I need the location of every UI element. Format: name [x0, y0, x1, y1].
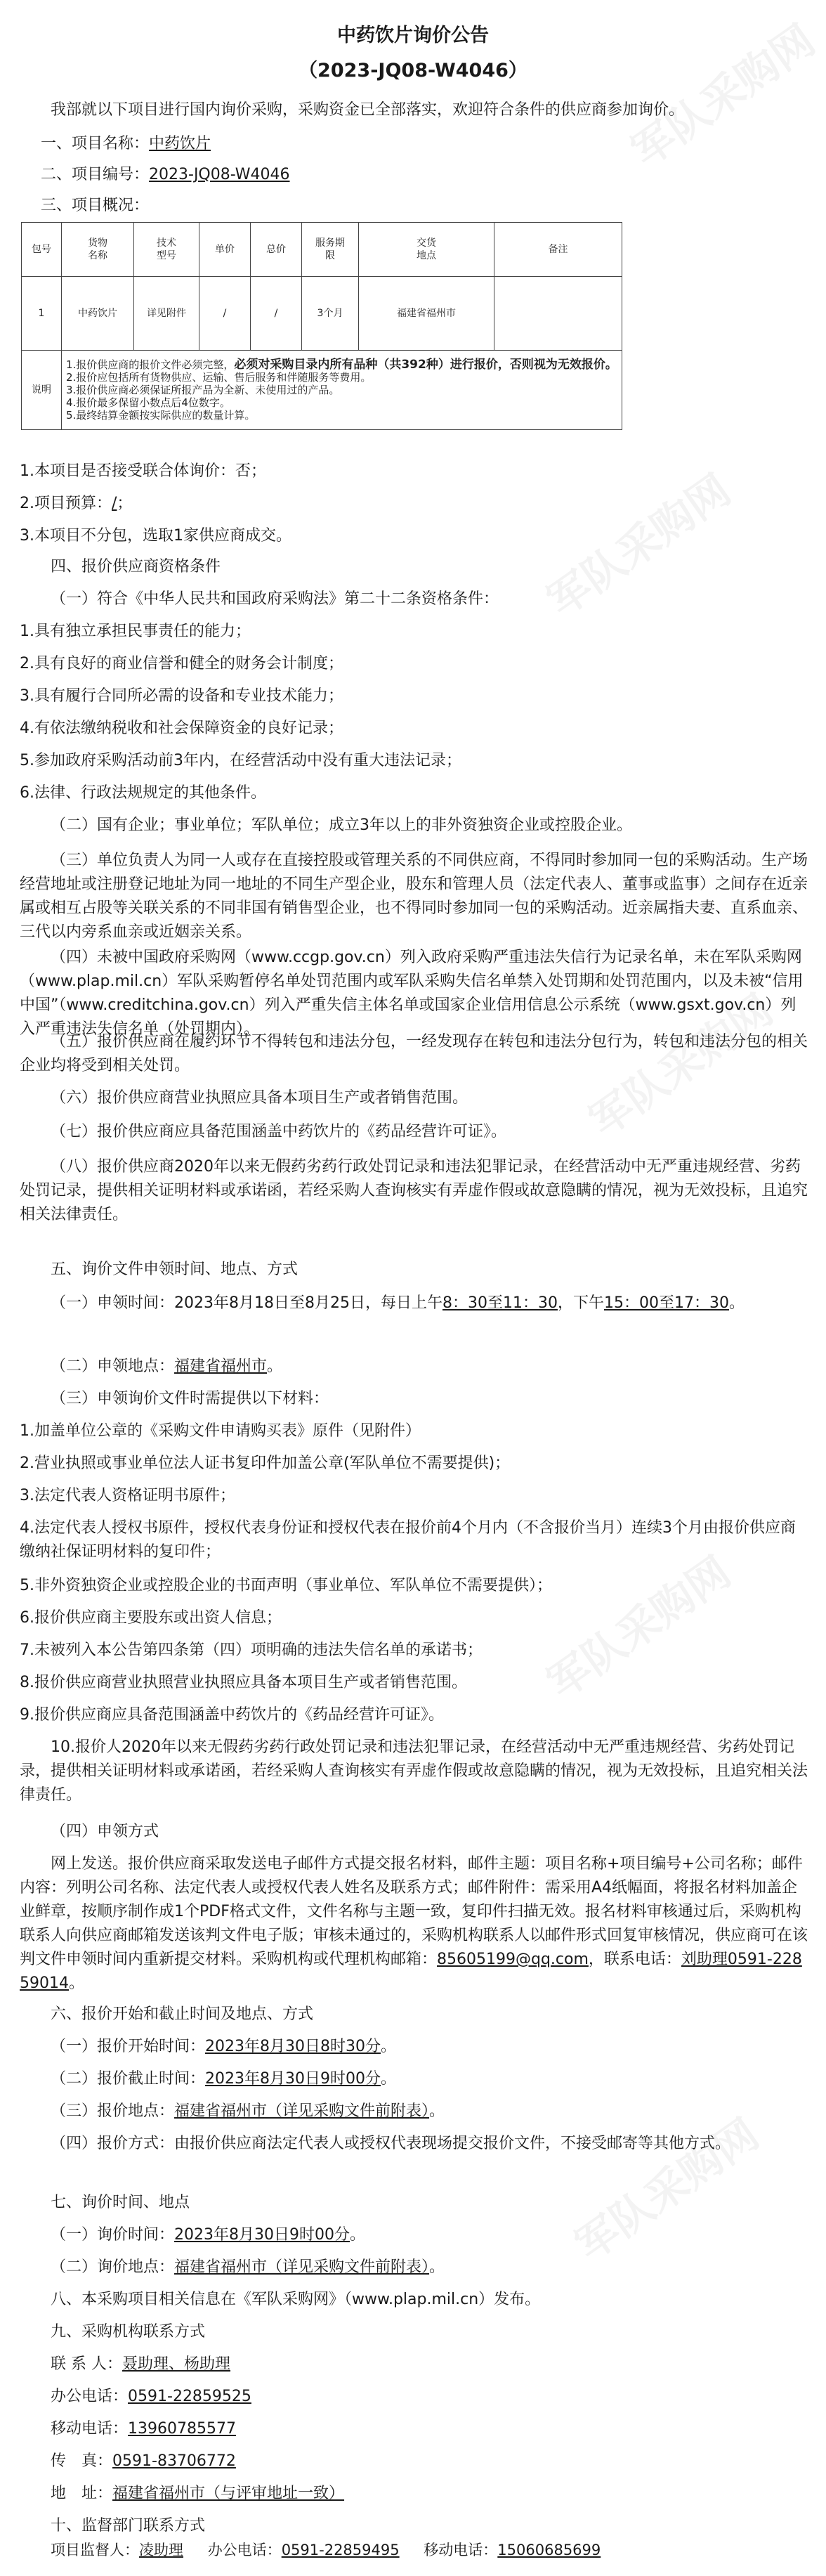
- supervisor-line: [51, 2538, 826, 2562]
- project-code-row: [41, 163, 826, 187]
- watermark: 军队采购网: [567, 2109, 768, 2271]
- apply-doc-item: 8.报价供应商营业执照营业执照应具备本项目生产或者销售范围。: [20, 1674, 467, 1691]
- table-header: 备注: [494, 223, 622, 277]
- table-header: 单价: [199, 223, 251, 277]
- watermark: 军队采购网: [539, 1547, 740, 1709]
- inquiry-time-label: （一）询价时间：: [51, 2226, 175, 2244]
- apply-doc-item: 7.未被列入本公告第四条第（四）项明确的违法失信名单的承诺书；: [20, 1641, 483, 1659]
- table-cell: 福建省福州市: [359, 277, 494, 351]
- project-name-label: 一、项目名称：: [41, 135, 150, 152]
- note-line: 1.报价供应商的报价文件必须完整，: [66, 358, 235, 371]
- notes-label: 说明: [22, 351, 62, 430]
- project-name-row: [41, 132, 826, 156]
- apply-time: [20, 1292, 808, 1315]
- consortium-line: 1.本项目是否接受联合体询价：否；: [20, 462, 266, 480]
- table-header: 货物 名称: [62, 223, 134, 277]
- section4-sub2: （二）国有企业；事业单位；军队单位；成立3年以上的非外资独资企业或控股企业。: [51, 817, 632, 834]
- apply-place: [51, 1355, 826, 1379]
- table-header: 包号: [22, 223, 62, 277]
- apply-time-pm: 15：00至17：30: [603, 1294, 729, 1312]
- agency-office-value: 0591-22859525: [128, 2388, 251, 2405]
- apply-method-mid: ，联系电话：: [588, 1951, 681, 1968]
- page-title: 中药饮片询价公告: [337, 25, 489, 46]
- section6-heading: 六、报价开始和截止时间及地点、方式: [51, 2005, 314, 2023]
- budget-end: ；: [117, 495, 133, 512]
- section4-sub3: （三）单位负责人为同一人或存在直接控股或管理关系的不同供应商，不得同时参加同一包的采购活动。生产场经营地址或注册登记地址为同一地址的不同生产型企业，股东和管理人员（法定代表人、董事或监事）之间存在近亲属或相互占股等关联关系的不同非国有销售型企业，也不得同时参加同一包的采购活动。近亲属指夫妻、直系血亲、三代以内旁系血亲或近姻亲关系。: [20, 852, 808, 941]
- agency-fax-value: 0591-83706772: [112, 2452, 236, 2470]
- qualification-item: 4.有依法缴纳税收和社会保障资金的良好记录；: [20, 720, 343, 737]
- watermark: 军队采购网: [581, 985, 782, 1147]
- apply-time-mid: ，下午: [557, 1294, 604, 1312]
- watermark: 军队采购网: [623, 15, 824, 177]
- quote-start-value: 2023年8月30日8时30分: [205, 2038, 381, 2055]
- quote-end-value: 2023年8月30日9时00分: [205, 2070, 381, 2088]
- apply-doc-item: 6.报价供应商主要股东或出资人信息；: [20, 1609, 282, 1627]
- note-line: 3.报价供应商必须保证所报产品为全新、未使用过的产品。: [66, 384, 340, 396]
- table-header: 服务期 限: [302, 223, 359, 277]
- apply-doc-item: 1.加盖单位公章的《采购文件申请购买表》原件（见附件）: [20, 1422, 421, 1440]
- table-notes-row: [22, 351, 622, 430]
- table-cell: 3个月: [302, 277, 359, 351]
- agency-address-label: 地 址：: [51, 2485, 113, 2502]
- apply-method-heading: （四）申领方式: [51, 1823, 159, 1840]
- agency-mobile-label: 移动电话：: [51, 2420, 129, 2438]
- apply-doc-item: 10.报价人2020年以来无假药劣药行政处罚记录和违法犯罪记录，在经营活动中无严重违规经营、劣药处罚记录，提供相关证明材料或承诺函，若经采购人查询核实有弄虚作假或故意隐瞒的情况，视为无效投标，且追究相关法律责任。: [20, 1738, 808, 1804]
- apply-place-end: 。: [267, 1358, 283, 1375]
- agency-office-phone: [51, 2385, 826, 2409]
- quote-place-end: 。: [429, 2102, 445, 2120]
- apply-method-body: 网上发送。报价供应商采取发送电子邮件方式提交报名材料，邮件主题：项目名称+项目编号+公司名称；邮件内容：列明公司名称、法定代表人或授权代表人姓名及联系方式；邮件附件：需采用A4纸幅面，将报名材料加盖企业鲜章，按顺序制作成1个PDF格式文件，文件名称与主题一致，复印件扫描无效。报名材料审核通过后，采购机构联系人向供应商邮箱发送该判文件电子版；审核未通过的，采购机构联系人以邮件形式回复审核情况，供应商可在该判文件申领时间内重新提交材料。采购机构或代理机构邮箱：: [20, 1855, 808, 1968]
- inquiry-place-end: 。: [429, 2258, 445, 2276]
- supervisor-mobile-label: 移动电话：: [424, 2542, 498, 2558]
- budget-label: 2.项目预算：: [20, 495, 112, 512]
- apply-doc-item: 3.法定代表人资格证明书原件；: [20, 1487, 235, 1504]
- notes-cell: [62, 351, 622, 430]
- qualification-item: 3.具有履行合同所必需的设备和专业技术能力；: [20, 687, 343, 705]
- package-line: 3.本项目不分包，选取1家供应商成交。: [20, 527, 291, 545]
- agency-mobile-phone: [51, 2417, 826, 2441]
- table-cell: [494, 277, 622, 351]
- supervisor-office-value: 0591-22859495: [281, 2542, 400, 2558]
- quote-place-value: 福建省福州市（详见采购文件前附表）: [174, 2102, 430, 2120]
- supervisor-label: 项目监督人：: [51, 2542, 139, 2558]
- table-header: 总价: [251, 223, 302, 277]
- note-emphasis: 必须对采购目录内所有品种（共392种）进行报价，否则视为无效报价。: [234, 358, 617, 372]
- inquiry-place: [51, 2256, 826, 2279]
- apply-time-end: 。: [728, 1294, 745, 1312]
- qualification-item: 5.参加政府采购活动前3年内，在经营活动中没有重大违法记录；: [20, 752, 461, 769]
- table-cell: 详见附件: [134, 277, 199, 351]
- quote-start-end: 。: [381, 2038, 397, 2055]
- quote-start: [51, 2035, 826, 2059]
- section8-line: 八、本采购项目相关信息在《军队采购网》（www.plap.mil.cn）发布。: [51, 2291, 541, 2308]
- section10-heading: 十、监督部门联系方式: [51, 2517, 206, 2535]
- note-line: 2.报价应包括所有货物供应、运输、售后服务和伴随服务等费用。: [66, 371, 372, 384]
- section4-sub7: （七）报价供应商应具备范围涵盖中药饮片的《药品经营许可证》。: [51, 1123, 507, 1140]
- table-cell: 1: [22, 277, 62, 351]
- agency-email-link[interactable]: 85605199@qq.com: [437, 1951, 589, 1968]
- note-line: 5.最终结算金额按实际供应的数量计算。: [66, 409, 256, 422]
- apply-doc-item: 9.报价供应商应具备范围涵盖中药饮片的《药品经营许可证》。: [20, 1706, 444, 1724]
- apply-place-value: 福建省福州市: [174, 1358, 268, 1375]
- quote-end-end: 。: [381, 2070, 397, 2088]
- quote-end: [51, 2067, 826, 2091]
- table-header: 技术 型号: [134, 223, 199, 277]
- inquiry-time-value: 2023年8月30日9时00分: [174, 2226, 350, 2244]
- apply-doc-item: 2.营业执照或事业单位法人证书复印件加盖公章(军队单位不需要提供)；: [20, 1455, 511, 1472]
- agency-address: [51, 2482, 826, 2506]
- section5-heading: 五、询价文件申领时间、地点、方式: [51, 1261, 299, 1278]
- apply-method-end: 。: [69, 1975, 85, 1992]
- apply-doc-item: 4.法定代表人授权书原件，授权代表身份证和授权代表在报价前4个月内（不含报价当月）连续3个月由报价供应商缴纳社保证明材料的复印件；: [20, 1519, 796, 1561]
- table-row: [22, 277, 622, 351]
- apply-time-label: （一）申领时间：2023年8月18日至8月25日，每日上午: [51, 1294, 442, 1312]
- qualification-item: 6.法律、行政法规规定的其他条件。: [20, 784, 266, 802]
- section4-sub4: （四）未被中国政府采购网（www.ccgp.gov.cn）列入政府采购严重违法失信行为记录名单，未在军队采购网（www.plap.mil.cn）军队采购暂停名单处罚范围内或军队采购失信名单禁入处罚期和处罚范围内，以及未被“信用中国”（www.creditchina.gov.cn）列入严重失信主体名单或国家企业信用信息公示系统（www.gsxt.gov.cn）列入严重违法失信名单（处罚期内）。: [20, 949, 804, 1038]
- quote-place: [51, 2100, 826, 2123]
- inquiry-time: [51, 2223, 826, 2247]
- product-table: [21, 222, 622, 430]
- watermark: 军队采购网: [539, 465, 740, 627]
- section4-sub1: （一）符合《中华人民共和国政府采购法》第二十二条资格条件：: [51, 590, 499, 608]
- inquiry-place-value: 福建省福州市（详见采购文件前附表）: [174, 2258, 430, 2276]
- supervisor-office-label: 办公电话：: [207, 2542, 282, 2558]
- section9-heading: 九、采购机构联系方式: [51, 2323, 206, 2341]
- quote-place-label: （三）报价地点：: [51, 2102, 175, 2120]
- quote-start-label: （一）报价开始时间：: [51, 2038, 206, 2055]
- agency-contact-value: 聂助理、杨助理: [122, 2355, 231, 2373]
- apply-place-label: （二）申领地点：: [51, 1358, 175, 1375]
- inquiry-time-end: 。: [350, 2226, 366, 2244]
- quote-end-label: （二）报价截止时间：: [51, 2070, 206, 2088]
- intro-text: 我部就以下项目进行国内询价采购，采购资金已全部落实，欢迎符合条件的供应商参加询价。: [51, 101, 685, 119]
- apply-method-text: [20, 1852, 808, 1996]
- qualification-item: 1.具有独立承担民事责任的能力；: [20, 623, 251, 640]
- project-name-value: 中药饮片: [149, 135, 211, 152]
- agency-phone: 刘助理0591-22859014: [20, 1951, 802, 1992]
- agency-office-label: 办公电话：: [51, 2388, 129, 2405]
- quote-method: （四）报价方式：由报价供应商法定代表人或授权代表现场提交报价文件，不接受邮寄等其他方式。: [51, 2135, 731, 2152]
- note-line: 4.报价最多保留小数点后4位数字。: [66, 396, 230, 409]
- section4-sub5: （五）报价供应商在履约环节不得转包和违法分包，一经发现存在转包和违法分包行为，转包和违法分包的相关企业均将受到相关处罚。: [20, 1033, 808, 1074]
- project-code-title: （2023-JQ08-W4046）: [299, 60, 527, 82]
- section7-heading: 七、询价时间、地点: [51, 2194, 190, 2211]
- section4-sub8: （八）报价供应商2020年以来无假药劣药行政处罚记录和违法犯罪记录，在经营活动中无严重违规经营、劣药处罚记录，提供相关证明材料或承诺函，若经采购人查询核实有弄虚作假或故意隐瞒的情况，视为无效投标，且追究相关法律责任。: [20, 1158, 808, 1223]
- project-overview-label: 三、项目概况：: [41, 197, 150, 214]
- supervisor-mobile-value: 15060685699: [497, 2542, 601, 2558]
- agency-address-value: 福建省福州市（与评审地址一致）: [112, 2485, 345, 2502]
- apply-docs-heading: （三）申领询价文件时需提供以下材料：: [51, 1390, 329, 1407]
- agency-contact: [51, 2353, 826, 2376]
- table-cell: /: [251, 277, 302, 351]
- section4-heading: 四、报价供应商资格条件: [51, 558, 221, 575]
- budget-line: [20, 492, 808, 516]
- agency-mobile-value: 13960785577: [128, 2420, 236, 2438]
- apply-doc-item: 5.非外资独资企业或控股企业的书面声明（事业单位、军队单位不需要提供）；: [20, 1577, 552, 1594]
- table-cell: 中药饮片: [62, 277, 134, 351]
- agency-fax: [51, 2450, 826, 2473]
- section4-sub6: （六）报价供应商营业执照应具备本项目生产或者销售范围。: [51, 1089, 468, 1107]
- table-header: 交货 地点: [359, 223, 494, 277]
- agency-contact-label: 联 系 人：: [51, 2355, 122, 2373]
- inquiry-place-label: （二）询价地点：: [51, 2258, 175, 2276]
- table-cell: /: [199, 277, 251, 351]
- budget-value: /: [112, 495, 117, 512]
- apply-time-am: 8：30至11：30: [442, 1294, 558, 1312]
- agency-fax-label: 传 真：: [51, 2452, 113, 2470]
- project-code-label: 二、项目编号：: [41, 166, 150, 183]
- supervisor-value: 凌助理: [139, 2542, 183, 2558]
- project-code-value: 2023-JQ08-W4046: [149, 166, 290, 183]
- qualification-item: 2.具有良好的商业信誉和健全的财务会计制度；: [20, 655, 343, 672]
